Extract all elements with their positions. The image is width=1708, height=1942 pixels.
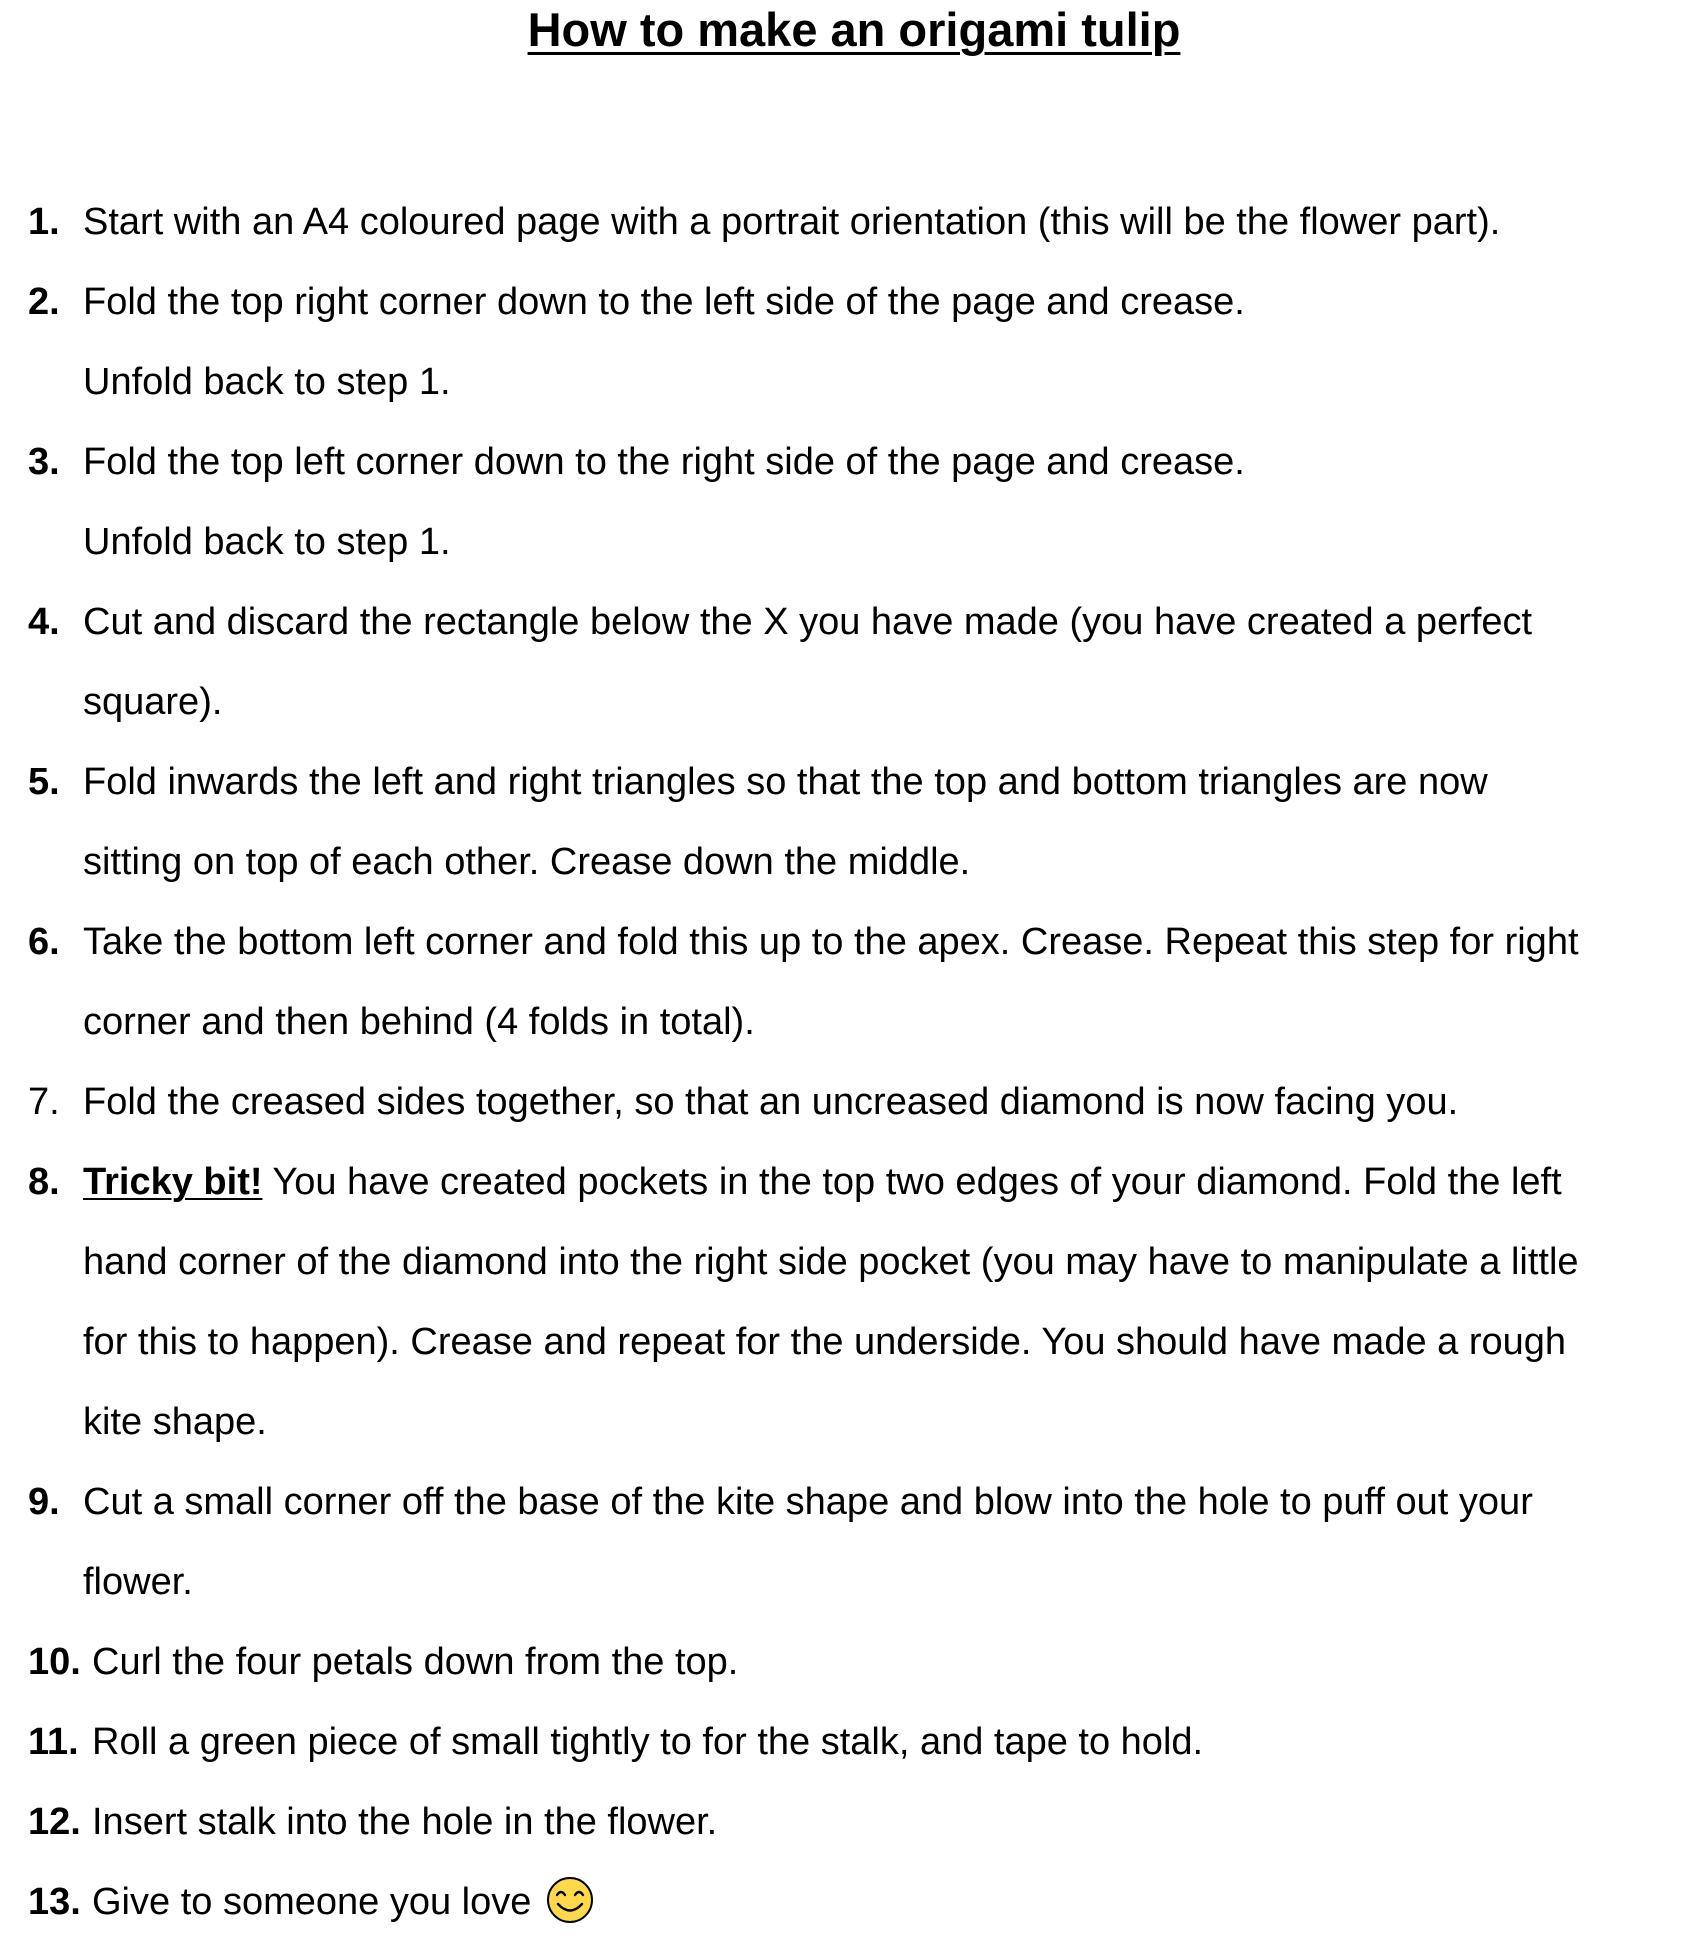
smiling-face-icon (545, 1875, 595, 1925)
step-number: 4. (28, 601, 60, 643)
step-number: 5. (28, 761, 60, 803)
step-10 (0, 1622, 1708, 1702)
step-text: for this to happen). Crease and repeat for the underside. You should have made a rough (83, 1321, 1567, 1363)
step-text: Roll a green piece of small tightly to for the stalk, and tape to hold. (92, 1721, 1204, 1763)
step-text: corner and then behind (4 folds in total). (83, 1001, 755, 1043)
step-number: 8. (28, 1161, 60, 1203)
step-number: 1. (28, 201, 60, 243)
step-number: 7. (28, 1081, 60, 1123)
step-3 (0, 422, 1708, 582)
step-text-with-icon (92, 1862, 595, 1942)
step-text: Curl the four petals down from the top. (92, 1641, 739, 1683)
step-text: You have created pockets in the top two edges of your diamond. Fold the left (272, 1161, 1562, 1203)
step-text: Unfold back to step 1. (83, 521, 451, 563)
step-9 (0, 1462, 1708, 1622)
step-text: Unfold back to step 1. (83, 361, 451, 403)
step-text: sitting on top of each other. Crease down the middle. (83, 841, 971, 883)
step-text: Fold the creased sides together, so that an uncreased diamond is now facing you. (83, 1081, 1459, 1123)
step-number: 9. (28, 1481, 60, 1523)
step-text: kite shape. (83, 1401, 267, 1443)
step-text: Cut a small corner off the base of the kite shape and blow into the hole to puff out your (83, 1481, 1533, 1523)
step-text: Fold inwards the left and right triangles so that the top and bottom triangles are now (83, 761, 1488, 803)
step-6 (0, 902, 1708, 1062)
tricky-bit-emphasis: Tricky bit! (83, 1161, 263, 1203)
step-text-first (83, 1142, 1562, 1222)
step-text: hand corner of the diamond into the right side pocket (you may have to manipulate a little (83, 1241, 1579, 1283)
page-title: How to make an origami tulip (527, 3, 1181, 56)
step-text: flower. (83, 1561, 193, 1603)
step-text: Take the bottom left corner and fold this up to the apex. Crease. Repeat this step for right (83, 921, 1579, 963)
step-1 (0, 182, 1708, 262)
step-7 (0, 1062, 1708, 1142)
step-text: Cut and discard the rectangle below the X you have made (you have created a perfect (83, 601, 1533, 643)
step-text: Fold the top right corner down to the left side of the page and crease. (83, 281, 1245, 323)
step-number: 2. (28, 281, 60, 323)
step-4 (0, 582, 1708, 742)
step-number: 12. (28, 1801, 81, 1843)
step-number: 13. (28, 1881, 81, 1923)
step-number: 3. (28, 441, 60, 483)
step-text: Insert stalk into the hole in the flower. (92, 1801, 718, 1843)
step-text: Give to someone you love (92, 1881, 532, 1923)
steps-list (0, 182, 1708, 1942)
step-12 (0, 1782, 1708, 1862)
step-11 (0, 1702, 1708, 1782)
step-text: Fold the top left corner down to the right side of the page and crease. (83, 441, 1245, 483)
step-5 (0, 742, 1708, 902)
step-text: square). (83, 681, 223, 723)
step-number: 6. (28, 921, 60, 963)
step-2 (0, 262, 1708, 422)
step-13 (0, 1862, 1708, 1942)
step-number: 11. (28, 1721, 79, 1763)
step-8 (0, 1142, 1708, 1462)
step-number: 10. (28, 1641, 81, 1683)
step-text: Start with an A4 coloured page with a portrait orientation (this will be the flower part). (83, 201, 1501, 243)
